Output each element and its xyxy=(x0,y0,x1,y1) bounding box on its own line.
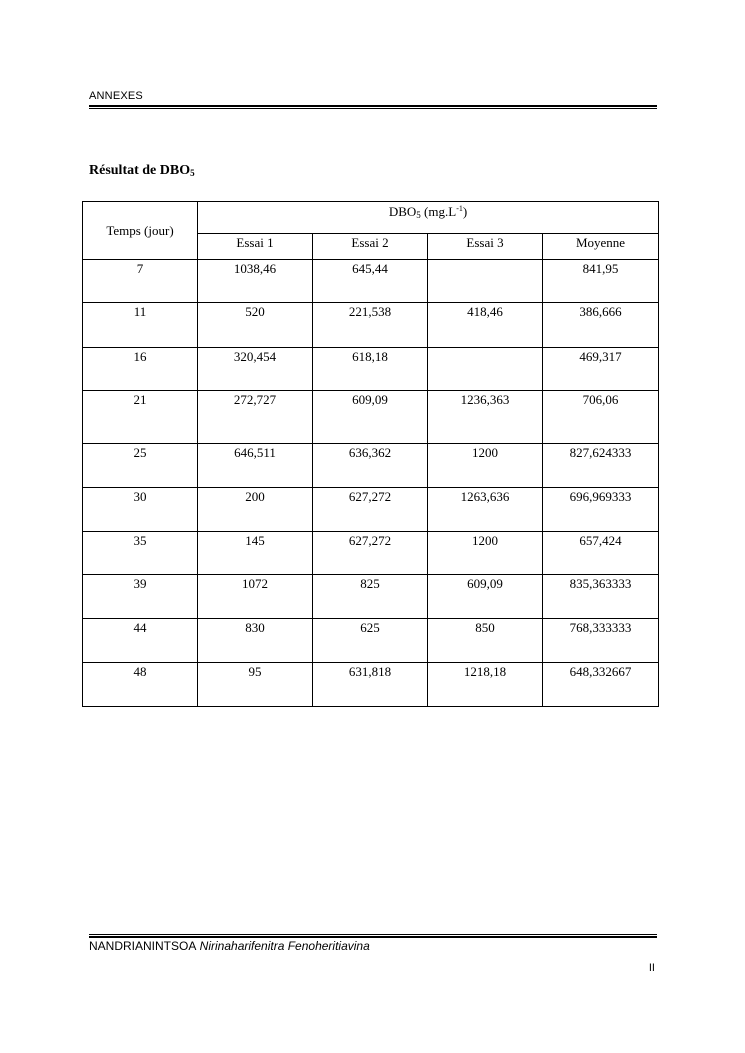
value-cell: 386,666 xyxy=(543,303,659,348)
table-header-row-1 xyxy=(83,202,659,234)
time-cell: 16 xyxy=(83,348,198,391)
dbo-unit-main: DBO xyxy=(388,204,417,219)
value-cell: 418,46 xyxy=(428,303,543,348)
dbo-unit-superscript: -1 xyxy=(456,204,463,213)
value-cell: 835,363333 xyxy=(543,575,659,619)
dbo-unit-subscript: 5 xyxy=(416,210,421,220)
value-cell: 768,333333 xyxy=(543,619,659,663)
time-cell: 30 xyxy=(83,488,198,532)
value-cell: 706,06 xyxy=(543,391,659,444)
table-row xyxy=(83,260,659,303)
value-cell: 145 xyxy=(198,532,313,575)
time-cell: 11 xyxy=(83,303,198,348)
table-row xyxy=(83,444,659,488)
dbo-unit-header xyxy=(198,202,659,234)
footer-author-given-names: Nirinaharifenitra Fenoheritiavina xyxy=(196,939,370,953)
value-cell: 636,362 xyxy=(313,444,428,488)
header-rule xyxy=(89,105,657,109)
value-cell: 618,18 xyxy=(313,348,428,391)
table-row xyxy=(83,391,659,444)
time-column-header: Temps (jour) xyxy=(83,202,198,260)
column-header-essai-1: Essai 1 xyxy=(198,234,313,260)
section-title xyxy=(89,163,195,179)
value-cell: 469,317 xyxy=(543,348,659,391)
time-cell: 25 xyxy=(83,444,198,488)
value-cell: 1200 xyxy=(428,444,543,488)
value-cell: 631,818 xyxy=(313,663,428,707)
table-row xyxy=(83,619,659,663)
value-cell: 657,424 xyxy=(543,532,659,575)
value-cell: 627,272 xyxy=(313,532,428,575)
table-row xyxy=(83,488,659,532)
value-cell: 609,09 xyxy=(313,391,428,444)
value-cell: 1218,18 xyxy=(428,663,543,707)
value-cell: 827,624333 xyxy=(543,444,659,488)
value-cell: 696,969333 xyxy=(543,488,659,532)
value-cell: 825 xyxy=(313,575,428,619)
footer-author-surname: NANDRIANINTSOA xyxy=(89,939,197,953)
table-row xyxy=(83,575,659,619)
footer-rule xyxy=(89,934,657,938)
value-cell: 95 xyxy=(198,663,313,707)
page-number: II xyxy=(648,962,655,974)
value-cell: 841,95 xyxy=(543,260,659,303)
table-row xyxy=(83,663,659,707)
running-header: ANNEXES xyxy=(89,90,143,102)
time-cell: 35 xyxy=(83,532,198,575)
time-cell: 21 xyxy=(83,391,198,444)
value-cell: 200 xyxy=(198,488,313,532)
table-row xyxy=(83,348,659,391)
value-cell: 1200 xyxy=(428,532,543,575)
value-cell: 1263,636 xyxy=(428,488,543,532)
dbo-unit-close: ) xyxy=(462,204,468,219)
value-cell: 646,511 xyxy=(198,444,313,488)
value-cell: 627,272 xyxy=(313,488,428,532)
time-cell: 48 xyxy=(83,663,198,707)
value-cell: 1072 xyxy=(198,575,313,619)
time-cell: 39 xyxy=(83,575,198,619)
value-cell: 648,332667 xyxy=(543,663,659,707)
value-cell: 1236,363 xyxy=(428,391,543,444)
table-row xyxy=(83,532,659,575)
value-cell: 520 xyxy=(198,303,313,348)
value-cell: 221,538 xyxy=(313,303,428,348)
value-cell: 625 xyxy=(313,619,428,663)
section-title-subscript: 5 xyxy=(190,168,195,178)
table-row xyxy=(83,303,659,348)
value-cell: 850 xyxy=(428,619,543,663)
section-title-main: Résultat de DBO xyxy=(89,163,191,178)
time-cell: 44 xyxy=(83,619,198,663)
value-cell: 1038,46 xyxy=(198,260,313,303)
dbo-results-table xyxy=(82,201,659,707)
value-cell: 272,727 xyxy=(198,391,313,444)
time-cell: 7 xyxy=(83,260,198,303)
column-header-essai-2: Essai 2 xyxy=(313,234,428,260)
value-cell: 609,09 xyxy=(428,575,543,619)
value-cell xyxy=(428,260,543,303)
value-cell: 645,44 xyxy=(313,260,428,303)
footer-author xyxy=(89,939,370,953)
column-header-essai-3: Essai 3 xyxy=(428,234,543,260)
value-cell: 320,454 xyxy=(198,348,313,391)
value-cell xyxy=(428,348,543,391)
dbo-unit-open: (mg.L xyxy=(420,204,457,219)
column-header-moyenne: Moyenne xyxy=(543,234,659,260)
value-cell: 830 xyxy=(198,619,313,663)
